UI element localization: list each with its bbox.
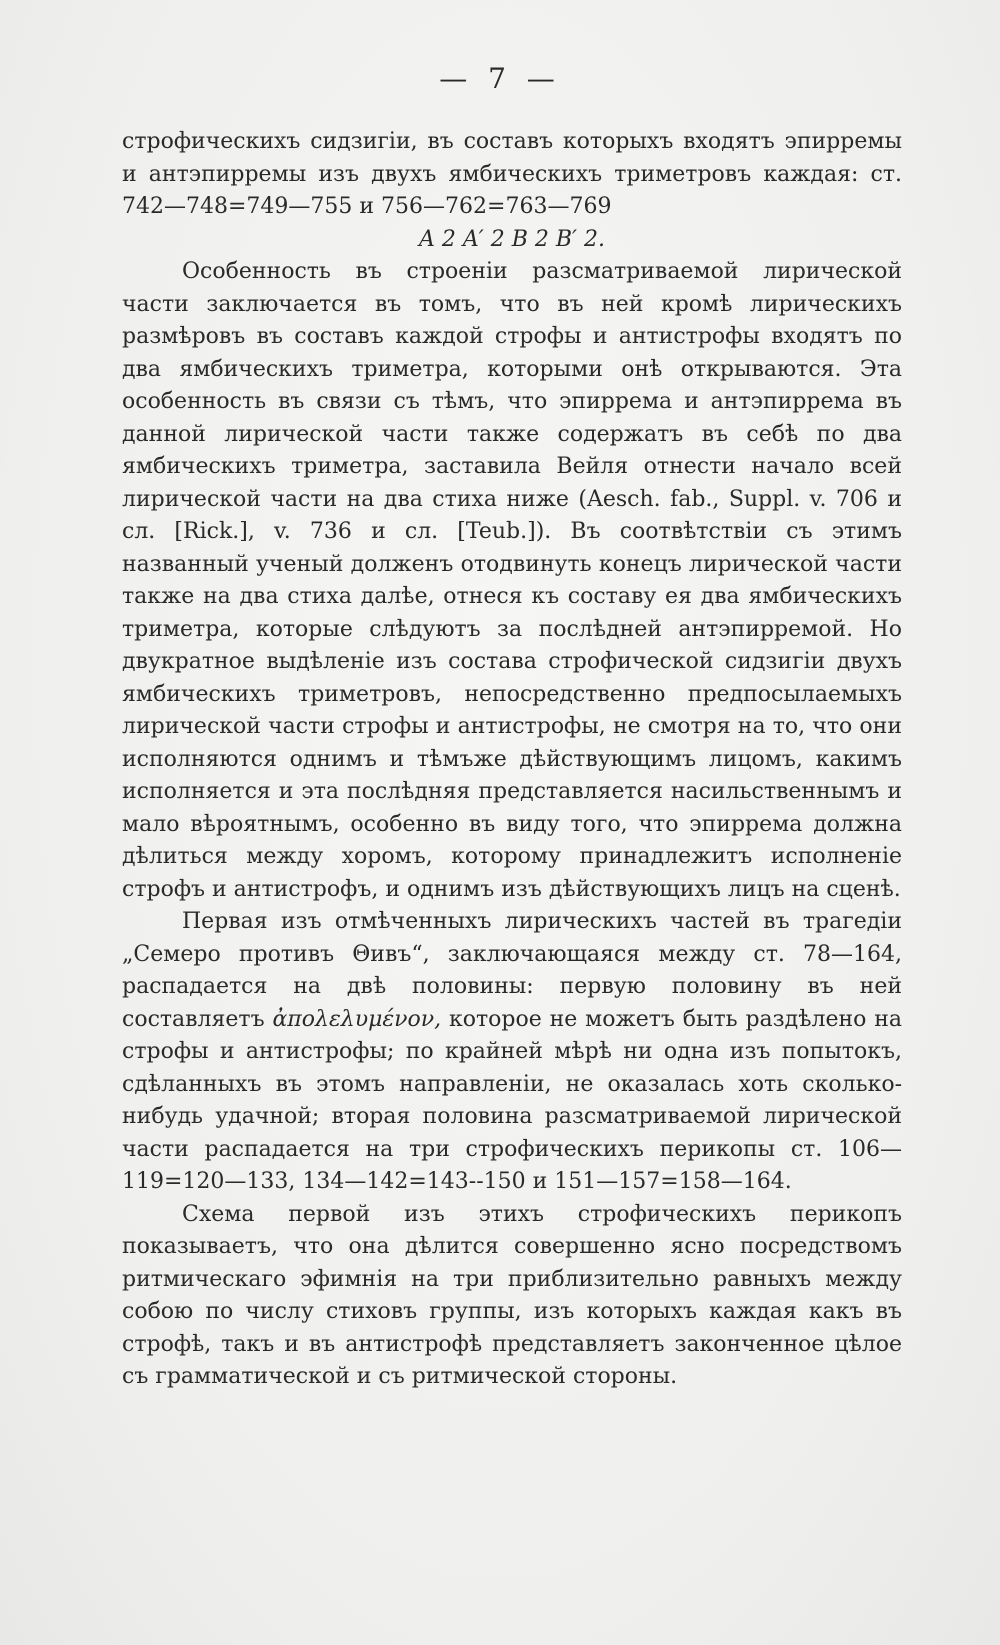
paragraph-4: Схема первой изъ этихъ строфическихъ перикопъ показываетъ, что она дѣлится совершенно ясно посредствомъ ритмическаго эфимнія на три приблизительно равныхъ между собою по числу стиховъ группы, изъ которыхъ каждая какъ въ строфѣ, такъ и въ антистрофѣ представляетъ законченное цѣлое съ грамматической и съ ритмической стороны. (122, 1201, 902, 1389)
formula-text: A 2 A′ 2 B 2 B′ 2. (418, 226, 606, 252)
paragraph-3 (122, 906, 902, 1199)
paragraph-3-end: которое не можетъ быть раздѣлено на строфы и антистрофы; по крайней мѣрѣ ни одна изъ попытокъ, сдѣланныхъ въ этомъ направленіи, не оказалась хоть сколько-нибудь удачной; вторая половина разсматриваемой лирической части распадается на три строфическихъ перикопы ст. 106—119=120—133, 134—142=143--150 и 151—157=158—164. (122, 1006, 902, 1194)
body-text (122, 126, 902, 1394)
formula (122, 224, 902, 257)
paragraph-3-start: Первая изъ отмѣченныхъ лирическихъ частей въ трагедіи „Семеро противъ Θивъ“, заключающаяся между ст. 78—164, распадается на двѣ половины: первую половину въ ней составляетъ (122, 909, 902, 1032)
paragraph-1: строфическихъ сидзигіи, въ составъ которыхъ входятъ эпирремы и антэпирремы изъ двухъ ямбическихъ триметровъ каждая: ст. 742—748=749—755 и 756—762=763—769 (122, 129, 902, 219)
page-number: — 7 — (439, 62, 561, 95)
paragraph-2: Особенность въ строеніи разсматриваемой лирической части заключается въ томъ, что въ ней кромѣ лирическихъ размѣровъ въ составъ каждой строфы и антистрофы входятъ по два ямбическихъ триметра, которыми онѣ открываются. Эта особенность въ связи съ тѣмъ, что эпиррема и антэпиррема въ данной лирической части также содержатъ въ себѣ по два ямбическихъ триметра, заставила Вейля отнести начало всей лирической части на два стиха ниже (Aesch. fab., Suppl. v. 706 и сл. [Rick.], v. 736 и сл. [Teub.]). Въ соотвѣтствіи съ этимъ названный ученый долженъ отодвинуть конецъ лирической части также на два стиха далѣе, отнеся къ составу ея два ямбическихъ триметра, которые слѣдуютъ за послѣдней антэпирремой. Но двукратное выдѣленіе изъ состава строфической сидзигіи двухъ ямбическихъ триметровъ, непосредственно предпосылаемыхъ лирической части строфы и антистрофы, не смотря на то, что они исполняются однимъ и тѣмъже дѣйствующимъ лицомъ, какимъ исполняется и эта послѣдняя представляется насильственнымъ и мало вѣроятнымъ, особенно въ виду того, что эпиррема должна дѣлиться между хоромъ, которому принадлежитъ исполненіе строфъ и антистрофъ, и однимъ изъ дѣйствующихъ лицъ на сценѣ. (122, 259, 902, 902)
greek-term: ἀπολελυμένον, (272, 1006, 442, 1032)
